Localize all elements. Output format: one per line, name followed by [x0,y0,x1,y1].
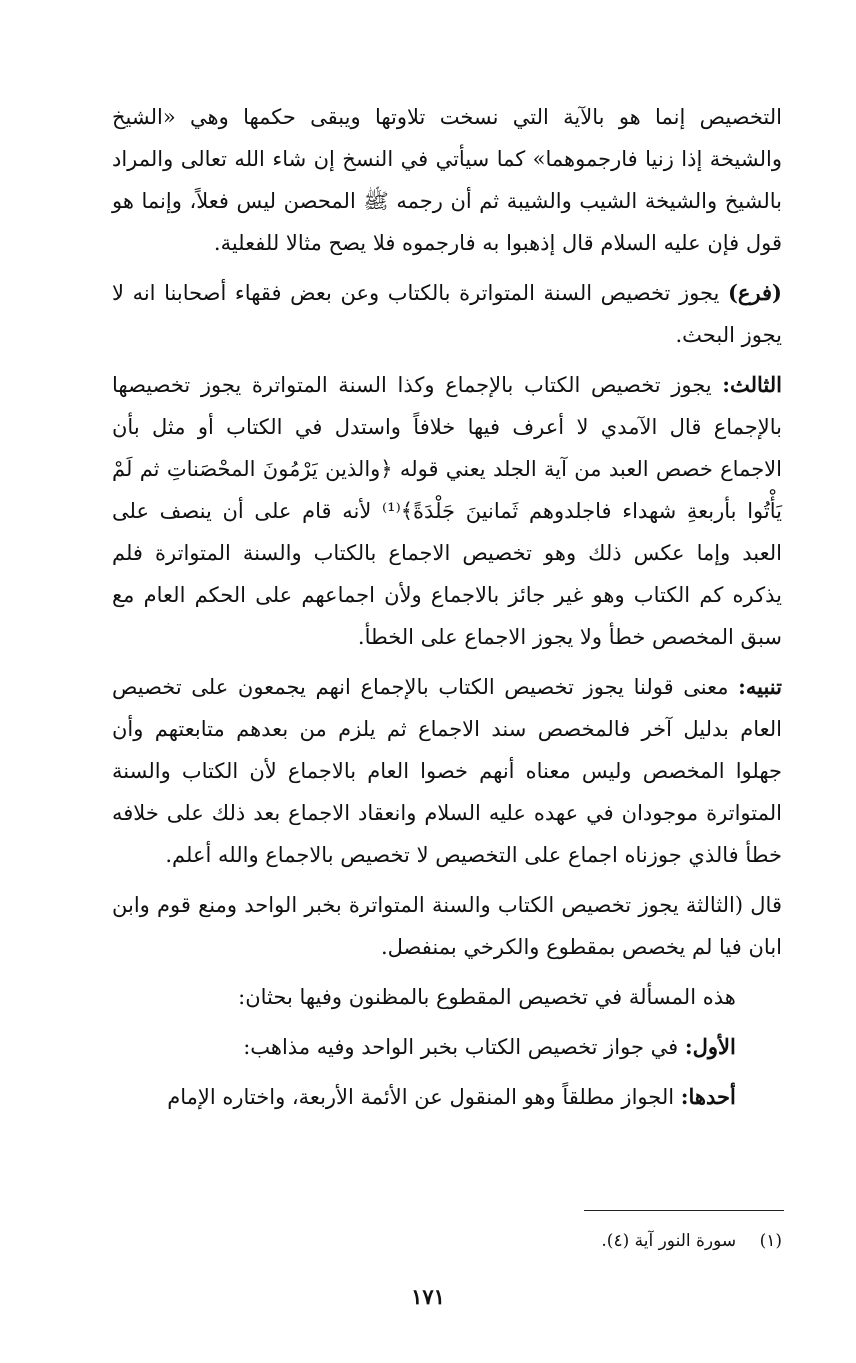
paragraph-text: الجواز مطلقاً وهو المنقول عن الأئمة الأربعة، واختاره الإمام [167,1085,681,1109]
paragraph-7 [112,1026,782,1068]
paragraph-text: يجوز تخصيص السنة المتواترة بالكتاب وعن بعض فقهاء أصحابنا انه لا يجوز البحث. [112,281,782,347]
paragraph-lead: تنبيه: [738,674,782,699]
footnote-text: سورة النور آية (٤). [601,1231,737,1251]
paragraph-lead: الثالث: [722,372,782,397]
paragraph-text: يجوز تخصيص الكتاب بالإجماع وكذا السنة المتواترة يجوز تخصيصها بالإجماع قال الآمدي لا أعرف فيها خلافاً واستدل في الكتاب أو مثل بأن الاجماع خصص العبد من آية الجلد يعني قوله ﴿والذين يَرْمُونَ المحْصَناتِ ثم لَمْ يَأْتُوا بأربعةِ شهداء فاجلدوهم ثَمانينَ جَلْدَةً﴾⁽¹⁾ لأنه قام على أن ينصف على العبد وإما عكس ذلك وهو تخصيص الاجماع بالكتاب والسنة المتواترة فلم يذكره كم الكتاب وهو غير جائز بالاجماع ولأن اجماعهم على الحكم العام مع سبق المخصص خطأ ولا يجوز الاجماع على الخطأ. [112,373,782,649]
footnote-number: (١) [759,1231,782,1251]
paragraph-4 [112,666,782,876]
paragraph-1 [112,96,782,264]
footnote [112,1227,782,1255]
paragraph-text: التخصيص إنما هو بالآية التي نسخت تلاوتها ويبقى حكمها وهي «الشيخ والشيخة إذا زنيا فارجموهما» كما سيأتي في النسخ إن شاء الله تعالى والمراد بالشيخ والشيخة الشيب والشيبة ثم أن رجمه ﷺ المحصن ليس فعلاً، وإنما هو قول فإن عليه السلام قال إذهبوا به فارجموه فلا يصح مثالا للفعلية. [112,105,782,255]
page-number: ١٧١ [411,1284,445,1309]
paragraph-2 [112,272,782,356]
paragraph-text: هذه المسألة في تخصيص المقطوع بالمظنون وفيها بحثان: [238,985,736,1009]
paragraph-text: في جواز تخصيص الكتاب بخبر الواحد وفيه مذاهب: [243,1035,685,1059]
paragraph-text: معنى قولنا يجوز تخصيص الكتاب بالإجماع انهم يجمعون على تخصيص العام بدليل آخر فالمخصص سند الاجماع ثم يلزم من بعدهم متابعتهم وأن جهلوا المخصص وليس معناه أنهم خصوا العام بالاجماع لأن الكتاب والسنة المتواترة موجودان في عهده عليه السلام وانعقاد الاجماع بعد ذلك على خلافه خطأ فالذي جوزناه اجماع على التخصيص لا تخصيص بالاجماع والله أعلم. [112,675,782,867]
paragraph-6 [112,976,782,1018]
paragraph-8 [112,1076,782,1118]
paragraph-lead: الأول: [684,1034,736,1059]
paragraph-lead: أحدها: [680,1084,736,1109]
paragraph-3 [112,364,782,658]
paragraph-lead: (فرع) [727,280,782,305]
paragraph-5 [112,884,782,968]
body-text [112,96,782,1126]
footnote-divider [584,1210,784,1211]
paragraph-text: قال (الثالثة يجوز تخصيص الكتاب والسنة المتواترة بخبر الواحد ومنع قوم وابن ابان فيا لم يخصص بمقطوع والكرخي بمنفصل. [112,893,782,959]
